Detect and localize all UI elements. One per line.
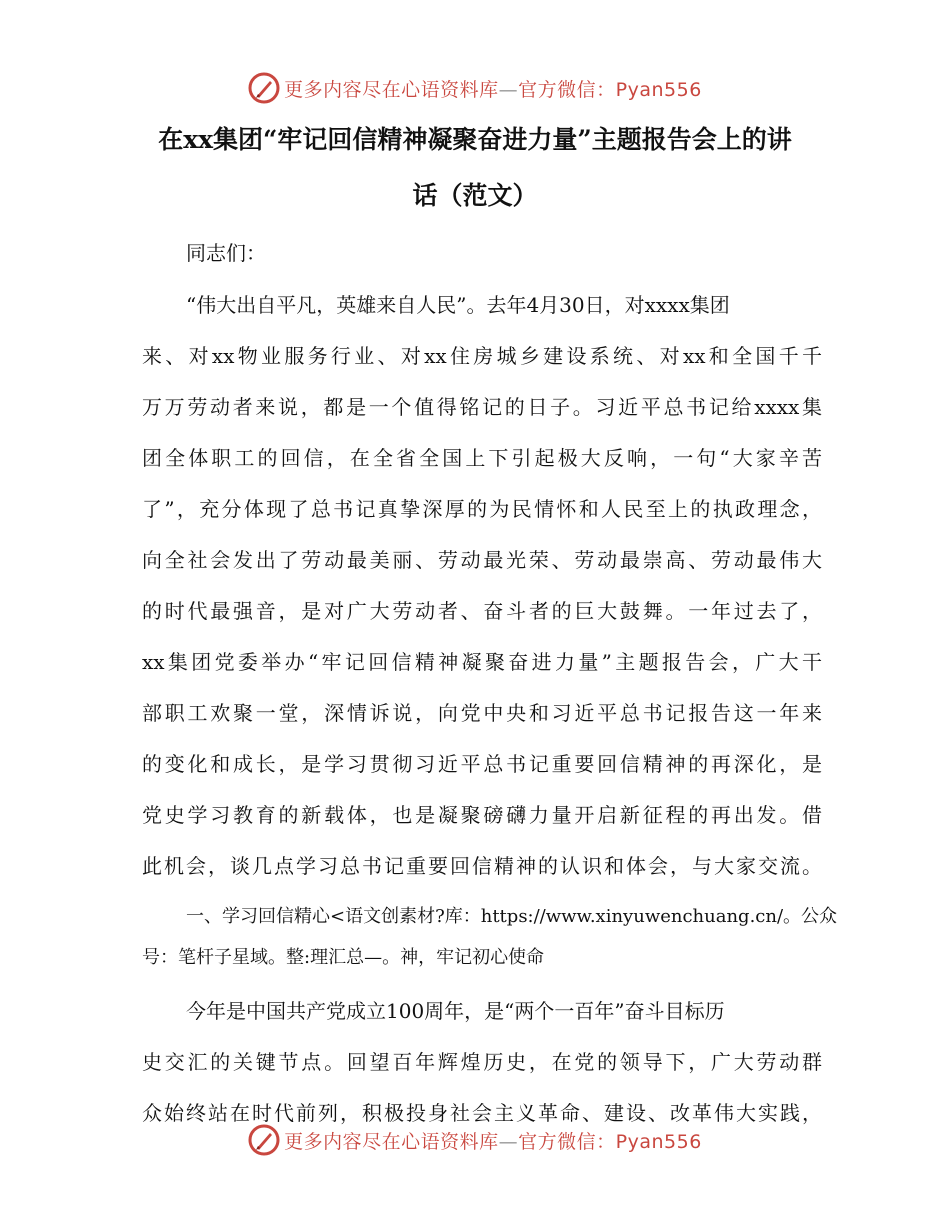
document-title-line-1: 在xx集团“牢记回信精神凝聚奋进力量”主题报告会上的讲 [158,125,792,154]
watermark-wechat: 官方微信：Pyan556 [518,78,702,101]
header-watermark-banner [0,68,950,108]
body-line: 的变化和成长，是学习贯彻习近平总书记重要回信精神的再深化，是 [142,752,822,776]
body-line: “伟大出自平凡，英雄来自人民”。去年4月30日，对xxxx集团 [186,293,730,317]
footer-watermark-banner [0,1120,950,1160]
body-line: 党史学习教育的新载体，也是凝聚磅礴力量开启新征程的再出发。借 [142,803,822,827]
body-line: 部职工欢聚一堂，深情诉说，向党中央和习近平总书记报告这一年来 [142,701,822,725]
body-line: 的时代最强音，是对广大劳动者、奋斗者的巨大鼓舞。一年过去了， [142,599,822,623]
document-title-line-2: 话（范文） [412,181,538,210]
body-line: 来、对xx物业服务行业、对xx住房城乡建设系统、对xx和全国千千 [142,344,822,368]
watermark-main: 更多内容尽在心语资料库 [284,1130,499,1153]
body-line: 今年是中国共产党成立100周年，是“两个一百年”奋斗目标历 [186,999,725,1023]
body-line: 团全体职工的回信，在全省全国上下引起极大反响，一句“大家辛苦 [142,446,822,470]
body-line: 了”，充分体现了总书记真挚深厚的为民情怀和人民至上的执政理念， [142,497,822,521]
quill-logo-icon [248,1124,280,1156]
watermark-main: 更多内容尽在心语资料库 [284,78,499,101]
quill-logo-icon [248,72,280,104]
body-line: 万万劳动者来说，都是一个值得铭记的日子。习近平总书记给xxxx集 [142,395,822,419]
section-heading-line: 一、学习回信精心<语文创素材?库：https://www.xinyuwenchuang.cn/。公众 [186,906,838,927]
watermark-wechat: 官方微信：Pyan556 [518,1130,702,1153]
body-line: 此机会，谈几点学习总书记重要回信精神的认识和体会，与大家交流。 [142,854,822,878]
body-line: 众始终站在时代前列，积极投身社会主义革命、建设、改革伟大实践， [142,1101,822,1125]
section-heading-line: 号：笔杆子星域。整:理汇总—。神，牢记初心使命 [142,947,545,968]
watermark-text [284,1127,702,1154]
body-line: 史交汇的关键节点。回望百年辉煌历史，在党的领导下，广大劳动群 [142,1050,822,1074]
watermark-dash: — [498,78,519,101]
watermark-text [284,75,702,102]
body-line: 向全社会发出了劳动最美丽、劳动最光荣、劳动最崇高、劳动最伟大 [142,548,822,572]
salutation: 同志们： [186,241,266,265]
watermark-dash: — [498,1130,519,1153]
body-line: xx集团党委举办“牢记回信精神凝聚奋进力量”主题报告会，广大干 [142,650,822,674]
